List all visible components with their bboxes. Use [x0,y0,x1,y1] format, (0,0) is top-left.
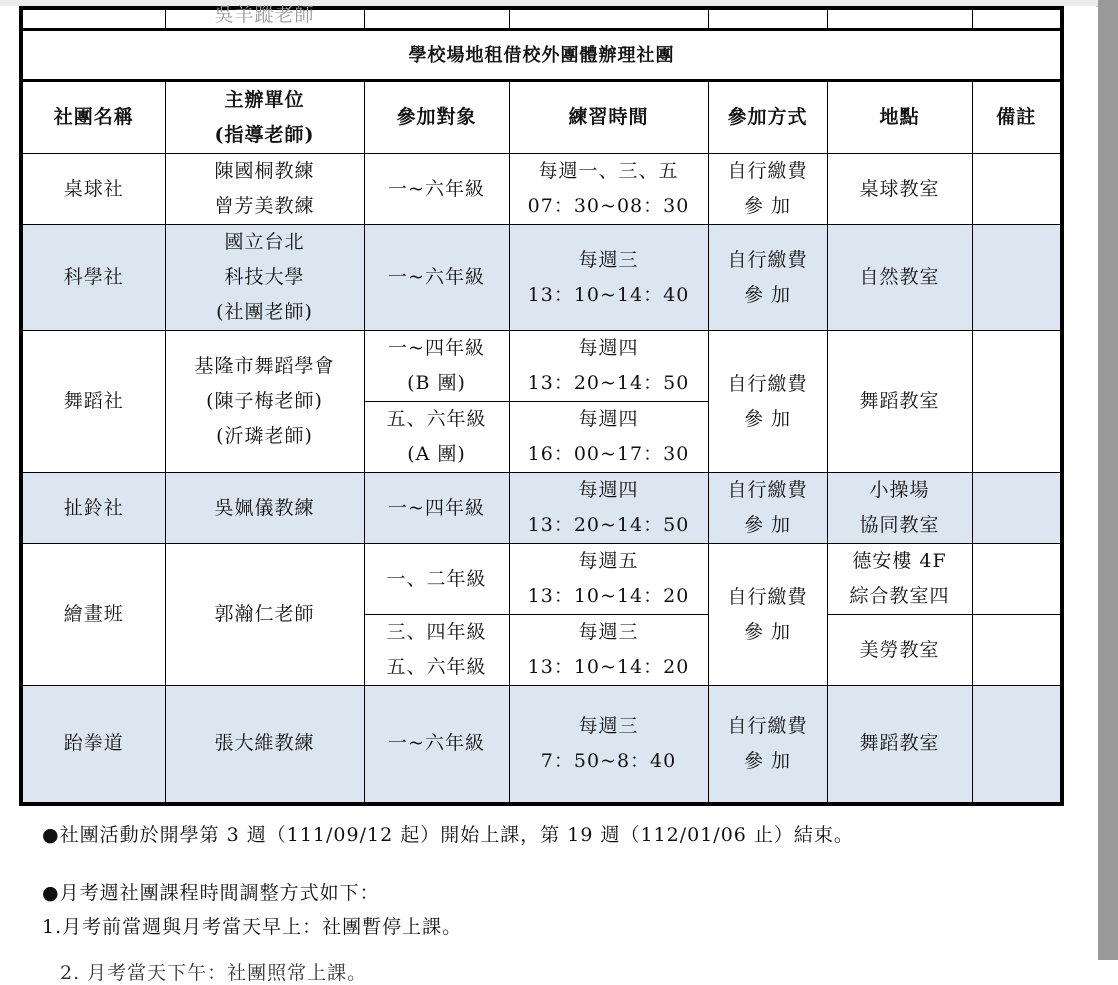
method [708,225,827,331]
method-line: 參 加 [743,283,792,306]
target-group: (B 團) [407,372,466,394]
place [827,473,972,544]
method [708,154,827,225]
place: 舞蹈教室 [827,331,972,473]
organizer-line: (陳子梅老師) [206,390,323,412]
target [364,402,509,473]
target-line: 五、六年級 [386,656,487,678]
method-line: 參 加 [743,195,792,217]
target: 一~六年級 [364,686,509,804]
organizer [165,154,364,225]
document-page [0,4,1096,984]
organizer [165,225,364,331]
target: 一~六年級 [364,154,509,225]
note-exam-item-1: 1.月考前當週與月考當天早上：社團暫停上課。 [42,916,463,938]
table-title-row [21,30,1062,81]
note [972,686,1062,804]
club-name: 舞蹈社 [21,331,165,473]
organizer: 郭瀚仁老師 [165,544,364,686]
table-header-row [21,81,1062,154]
organizer: 張大維教練 [165,686,364,804]
method-line: 自行繳費 [727,248,808,271]
target-line: 一~四年級 [388,337,485,359]
target-line: 三、四年級 [386,621,487,643]
table-title: 學校場地租借校外團體辦理社團 [21,30,1062,81]
note-exam-item-2-cut [40,956,460,984]
organizer-line: 科技大學 [224,266,305,288]
time-range: 07：30~08：30 [527,195,690,217]
organizer-line: 曾芳美教練 [214,195,315,217]
time-range: 13：10~14：20 [527,656,690,678]
method-line: 參 加 [743,514,792,536]
place-line: 綜合教室四 [849,585,950,607]
time-range: 16：00~17：30 [527,443,690,465]
header-organizer-line: 主辦單位 [224,88,305,111]
table-row [21,686,1062,804]
club-table [19,6,1064,806]
note [972,473,1062,544]
header-target: 參加對象 [364,81,509,154]
note [972,225,1062,331]
place: 舞蹈教室 [827,686,972,804]
place [827,544,972,615]
time [509,615,708,686]
organizer [165,331,364,473]
time [509,402,708,473]
time-range: 13：20~14：50 [527,372,690,394]
time [509,686,708,804]
time-day: 每週三 [578,714,639,737]
place: 桌球教室 [827,154,972,225]
target [364,331,509,402]
method-line: 自行繳費 [727,372,808,395]
time-day: 每週三 [578,621,639,643]
table-row [21,154,1062,225]
note-exam-week-heading: ●月考週社團課程時間調整方式如下： [42,882,380,904]
previous-row-text: 吳羊蹤老師 [214,4,315,26]
table-row [21,544,1062,615]
method-line: 自行繳費 [727,714,808,737]
note [972,154,1062,225]
target: 一、二年級 [364,544,509,615]
note [972,544,1062,615]
method-line: 參 加 [743,407,792,430]
time-day: 每週四 [578,337,639,359]
place-line: 協同教室 [859,514,940,536]
note [972,615,1062,686]
organizer-line: (沂璘老師) [216,425,313,447]
time-day: 每週四 [578,408,639,430]
method [708,473,827,544]
header-place: 地點 [827,81,972,154]
club-name: 桌球社 [21,154,165,225]
time-day: 每週四 [578,479,639,501]
place-line: 德安樓 4F [852,550,947,572]
organizer-line: 基隆市舞蹈學會 [194,355,335,377]
method-line: 自行繳費 [727,479,808,501]
time [509,473,708,544]
time-range: 13：20~14：50 [527,514,690,536]
target [364,615,509,686]
note-exam-item-2: 2. 月考當天下午：社團照常上課。 [60,962,368,984]
club-name: 科學社 [21,225,165,331]
header-club-name: 社團名稱 [21,81,165,154]
place-line: 小操場 [869,479,930,501]
organizer-line: 國立台北 [224,231,305,253]
header-note: 備註 [972,81,1062,154]
time [509,331,708,402]
place: 美勞教室 [827,615,972,686]
organizer: 吳姵儀教練 [165,473,364,544]
organizer-line: 陳國桐教練 [214,160,315,182]
method-line: 參 加 [743,620,792,643]
header-method: 參加方式 [708,81,827,154]
organizer-line: (社團老師) [216,301,313,323]
table-row [21,225,1062,331]
club-name: 繪畫班 [21,544,165,686]
method [708,544,827,686]
time-day: 每週一、三、五 [538,160,679,182]
time [509,544,708,615]
time-range: 7：50~8：40 [540,749,677,772]
table-row [21,473,1062,544]
time [509,154,708,225]
previous-row-fragment [21,8,1062,30]
time-day: 每週三 [578,248,639,271]
vertical-scrollbar[interactable] [1098,0,1118,960]
note [972,331,1062,473]
table-row [21,331,1062,402]
header-time: 練習時間 [509,81,708,154]
club-name: 跆拳道 [21,686,165,804]
header-organizer-sub: (指導老師) [214,123,315,146]
place: 自然教室 [827,225,972,331]
time-range: 13：10~14：40 [527,283,690,306]
time-range: 13：10~14：20 [527,585,690,607]
target: 一~四年級 [364,473,509,544]
method-line: 參 加 [743,749,792,772]
club-name: 扯鈴社 [21,473,165,544]
target-group: (A 團) [407,443,466,465]
method [708,686,827,804]
target: 一~六年級 [364,225,509,331]
method-line: 自行繳費 [727,585,808,608]
method [708,331,827,473]
time-day: 每週五 [578,550,639,572]
method-line: 自行繳費 [727,160,808,182]
notes-section [42,818,1082,944]
header-organizer [165,81,364,154]
time [509,225,708,331]
note-schedule: ●社團活動於開學第 3 週（111/09/12 起）開始上課，第 19 週（112/01/06 止）結束。 [42,824,854,846]
target-line: 五、六年級 [386,408,487,430]
